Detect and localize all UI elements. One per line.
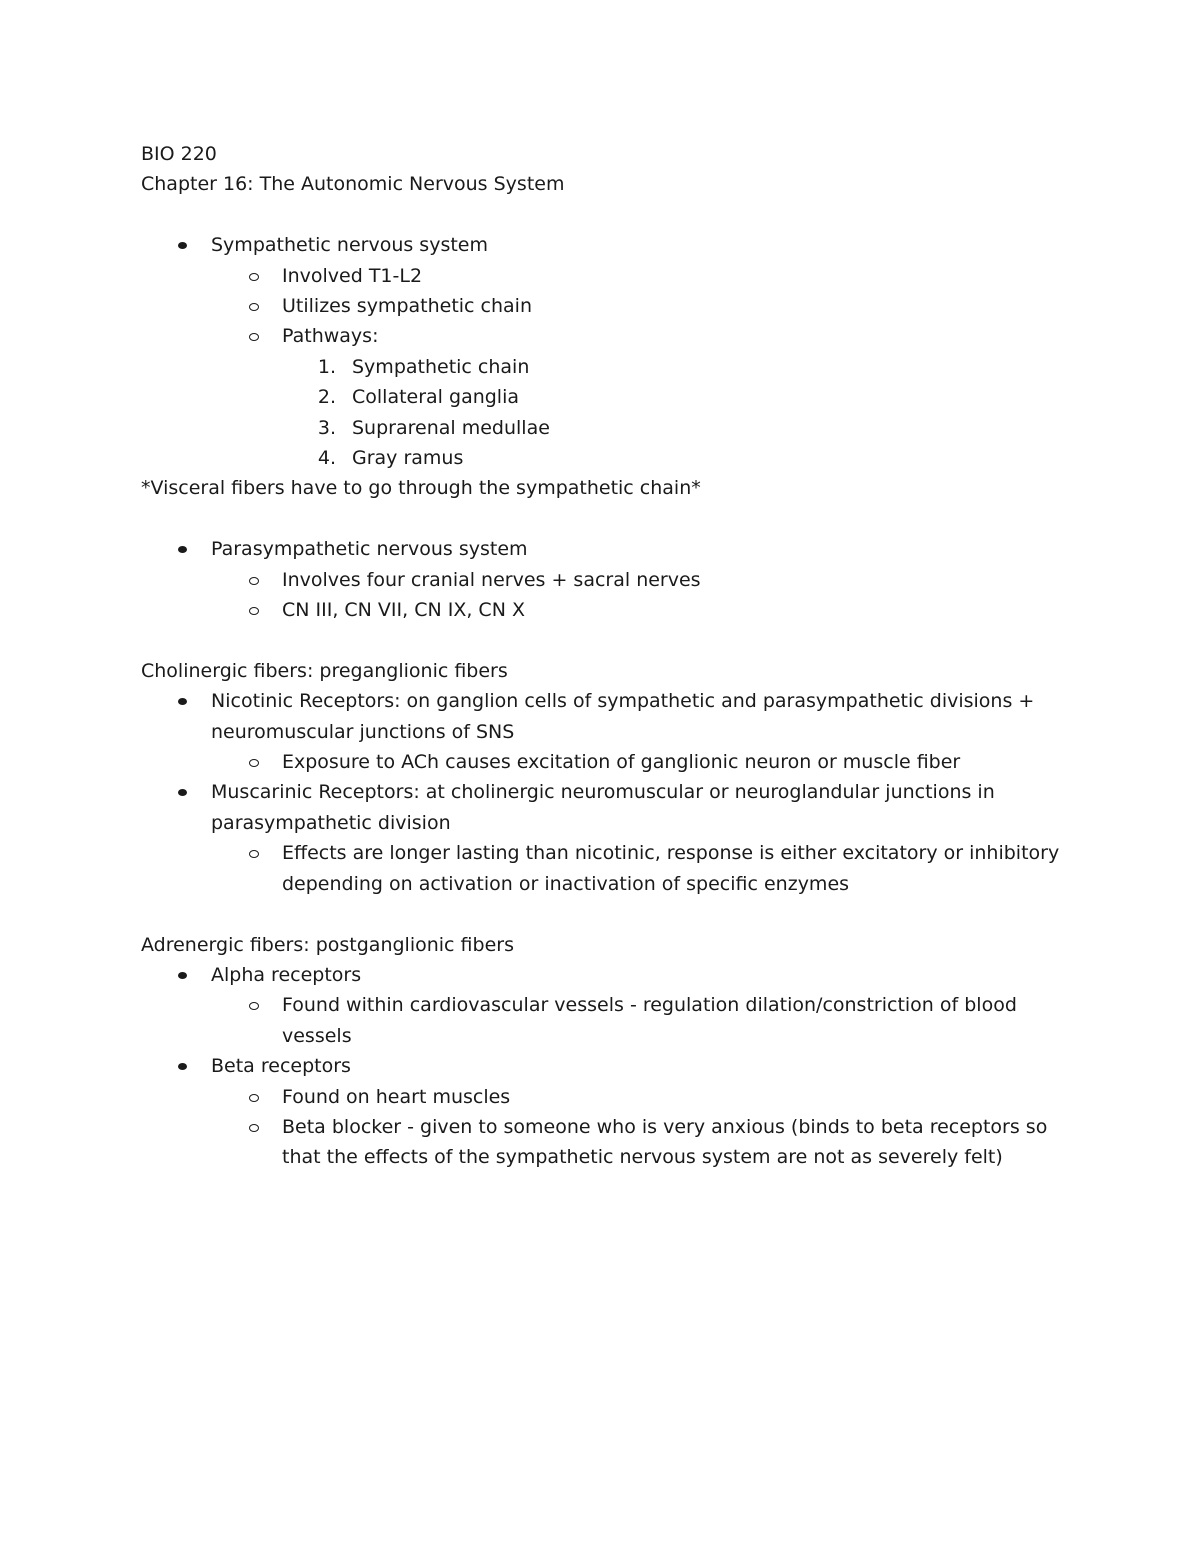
visceral-note: *Visceral fibers have to go through the sympathetic chain* bbox=[141, 477, 701, 500]
bullet-disc-icon bbox=[178, 972, 187, 979]
list-item-text: Sympathetic chain bbox=[352, 355, 530, 378]
list-item bbox=[141, 1051, 1091, 1081]
bullet-circle-icon bbox=[249, 273, 259, 281]
list-item bbox=[141, 1112, 1091, 1173]
item-number: 3. bbox=[317, 416, 336, 439]
bullet-circle-icon bbox=[249, 303, 259, 311]
list-item-text: CN III, CN VII, CN IX, CN X bbox=[282, 599, 525, 622]
bullet-circle-icon bbox=[249, 850, 259, 858]
bullet-circle-icon bbox=[249, 1002, 259, 1010]
bullet-circle-icon bbox=[249, 577, 259, 585]
course-code: BIO 220 bbox=[141, 143, 217, 165]
bullet-circle-icon bbox=[249, 607, 259, 615]
document-body bbox=[141, 139, 1091, 1173]
item-number: 4. bbox=[317, 447, 336, 470]
list-item bbox=[141, 960, 1091, 990]
list-item bbox=[141, 565, 1091, 595]
muscarinic-receptors: Muscarinic Receptors: at cholinergic neuromuscular or neuroglandular junctions in parasympathetic division bbox=[211, 781, 995, 834]
bullet-circle-icon bbox=[249, 759, 259, 767]
item-number: 2. bbox=[317, 386, 336, 409]
list-item-text: Effects are longer lasting than nicotinic, response is either excitatory or inhibitory depending on activation or inactivation of specific enzymes bbox=[282, 842, 1060, 895]
list-item-text: Involved T1-L2 bbox=[282, 264, 423, 287]
list-item-text: Found on heart muscles bbox=[282, 1085, 511, 1108]
chapter-title: Chapter 16: The Autonomic Nervous System bbox=[141, 173, 565, 196]
sympathetic-heading: Sympathetic nervous system bbox=[211, 234, 488, 257]
bullet-disc-icon bbox=[178, 789, 187, 796]
spacer bbox=[141, 200, 1091, 230]
nicotinic-receptors: Nicotinic Receptors: on ganglion cells of sympathetic and parasympathetic divisions + neuromuscular junctions of SNS bbox=[211, 690, 1035, 743]
list-item-text: Gray ramus bbox=[352, 447, 464, 470]
list-item bbox=[141, 777, 1091, 838]
numbered-item bbox=[141, 443, 1091, 473]
list-item-text: Involves four cranial nerves + sacral nerves bbox=[282, 568, 701, 591]
list-item-text: Utilizes sympathetic chain bbox=[282, 295, 532, 318]
list-item bbox=[141, 595, 1091, 625]
spacer bbox=[141, 504, 1091, 534]
numbered-item bbox=[141, 382, 1091, 412]
list-item-text: Exposure to ACh causes excitation of ganglionic neuron or muscle fiber bbox=[282, 751, 961, 774]
spacer bbox=[141, 625, 1091, 655]
item-number: 1. bbox=[317, 355, 336, 378]
beta-receptors: Beta receptors bbox=[211, 1055, 351, 1078]
list-item bbox=[141, 291, 1091, 321]
list-item bbox=[141, 534, 1091, 564]
bullet-disc-icon bbox=[178, 242, 187, 249]
list-item bbox=[141, 261, 1091, 291]
list-item-text: Beta blocker - given to someone who is very anxious (binds to beta receptors so that the effects of the sympathetic nervous system are not as severely felt) bbox=[282, 1115, 1048, 1169]
list-item bbox=[141, 747, 1091, 777]
list-item bbox=[141, 686, 1091, 747]
list-item-text: Collateral ganglia bbox=[352, 386, 520, 409]
list-item-text: Pathways: bbox=[282, 325, 379, 348]
bullet-disc-icon bbox=[178, 698, 187, 705]
cholinergic-heading: Cholinergic fibers: preganglionic fibers bbox=[141, 659, 508, 682]
list-item-text: Suprarenal medullae bbox=[352, 416, 550, 439]
adrenergic-heading: Adrenergic fibers: postganglionic fibers bbox=[141, 933, 514, 956]
numbered-item bbox=[141, 413, 1091, 443]
alpha-receptors: Alpha receptors bbox=[211, 963, 362, 986]
list-item bbox=[141, 1082, 1091, 1112]
bullet-circle-icon bbox=[249, 333, 259, 341]
bullet-disc-icon bbox=[178, 1063, 187, 1070]
bullet-circle-icon bbox=[249, 1124, 259, 1132]
list-item bbox=[141, 990, 1091, 1051]
list-item bbox=[141, 321, 1091, 351]
list-item bbox=[141, 838, 1091, 899]
numbered-item bbox=[141, 352, 1091, 382]
spacer bbox=[141, 899, 1091, 929]
bullet-circle-icon bbox=[249, 1094, 259, 1102]
list-item bbox=[141, 230, 1091, 260]
bullet-disc-icon bbox=[178, 546, 187, 553]
parasympathetic-heading: Parasympathetic nervous system bbox=[211, 538, 528, 561]
list-item-text: Found within cardiovascular vessels - regulation dilation/constriction of blood vessels bbox=[282, 994, 1017, 1047]
